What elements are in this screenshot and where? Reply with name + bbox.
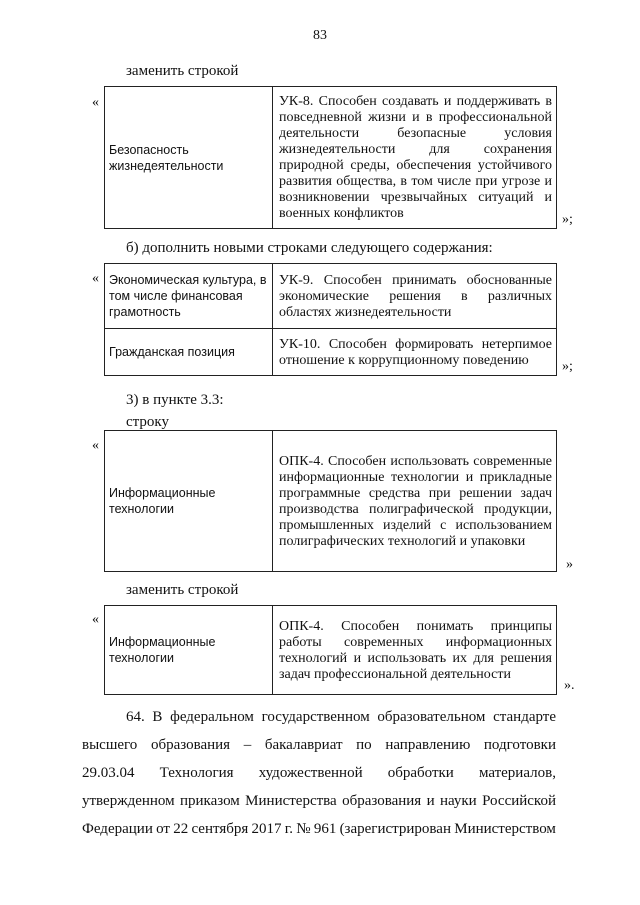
intro-replace-1: заменить строкой (126, 63, 239, 79)
close-quote-1: »; (562, 212, 573, 227)
table4-left-cell: Информационные технологии (105, 606, 273, 695)
table-row (105, 264, 557, 329)
close-quote-3: » (566, 557, 573, 572)
paragraph-64-line-5: Федерации от 22 сентября 2017 г. № 961 (зарегистрирован Министерством (82, 821, 556, 837)
table2-row1-left-cell: Экономическая культура, в том числе финансовая грамотность (105, 264, 273, 329)
paragraph-64-line-3: 29.03.04 Технология художественной обработки материалов, (82, 765, 556, 781)
open-quote-2: « (92, 271, 99, 286)
open-quote-1: « (92, 95, 99, 110)
table3-right-cell: ОПК-4. Способен использовать современные информационные технологии и прикладные программные средства при решении задач производства полиграфической продукции, промышленных изделий с использованием полиграфических технологий и упаковки (273, 431, 557, 572)
table2-row1-right-cell: УК-9. Способен принимать обоснованные экономические решения в различных областях жизнедеятельности (273, 264, 557, 329)
close-quote-2: »; (562, 359, 573, 374)
close-quote-4: ». (564, 678, 575, 693)
table3-left-cell: Информационные технологии (105, 431, 273, 572)
open-quote-3: « (92, 438, 99, 453)
paragraph-64-line-1: 64. В федеральном государственном образовательном стандарте (126, 709, 556, 725)
table-row (105, 329, 557, 376)
competency-table-4 (104, 605, 557, 695)
intro-add-rows: б) дополнить новыми строками следующего содержания: (126, 240, 493, 256)
competency-table-3 (104, 430, 557, 572)
competency-table-1 (104, 86, 557, 229)
table1-left-cell: Безопасность жизнедеятельности (105, 87, 273, 229)
table4-right-cell: ОПК-4. Способен понимать принципы работы современных информационных технологий и использовать их для решения задач профессиональной деятельности (273, 606, 557, 695)
intro-paragraph-3-3: 3) в пункте 3.3: (126, 392, 224, 408)
open-quote-4: « (92, 612, 99, 627)
paragraph-64-line-4: утвержденном приказом Министерства образования и науки Российской (82, 793, 556, 809)
table2-row2-left-cell: Гражданская позиция (105, 329, 273, 376)
paragraph-64-line-2: высшего образования – бакалавриат по направлению подготовки (82, 737, 556, 753)
intro-line: строку (126, 414, 169, 430)
paragraph-64 (82, 706, 556, 841)
table1-right-cell: УК-8. Способен создавать и поддерживать в повседневной жизни и в профессиональной деятельности безопасные условия жизнедеятельности для сохранения природной среды, обеспечения устойчивого развития общества, в том числе при угрозе и возникновении чрезвычайных ситуаций и военных конфликтов (273, 87, 557, 229)
page-number: 83 (313, 28, 327, 43)
intro-replace-2: заменить строкой (126, 582, 239, 598)
table2-row2-right-cell: УК-10. Способен формировать нетерпимое отношение к коррупционному поведению (273, 329, 557, 376)
competency-table-2 (104, 263, 557, 376)
